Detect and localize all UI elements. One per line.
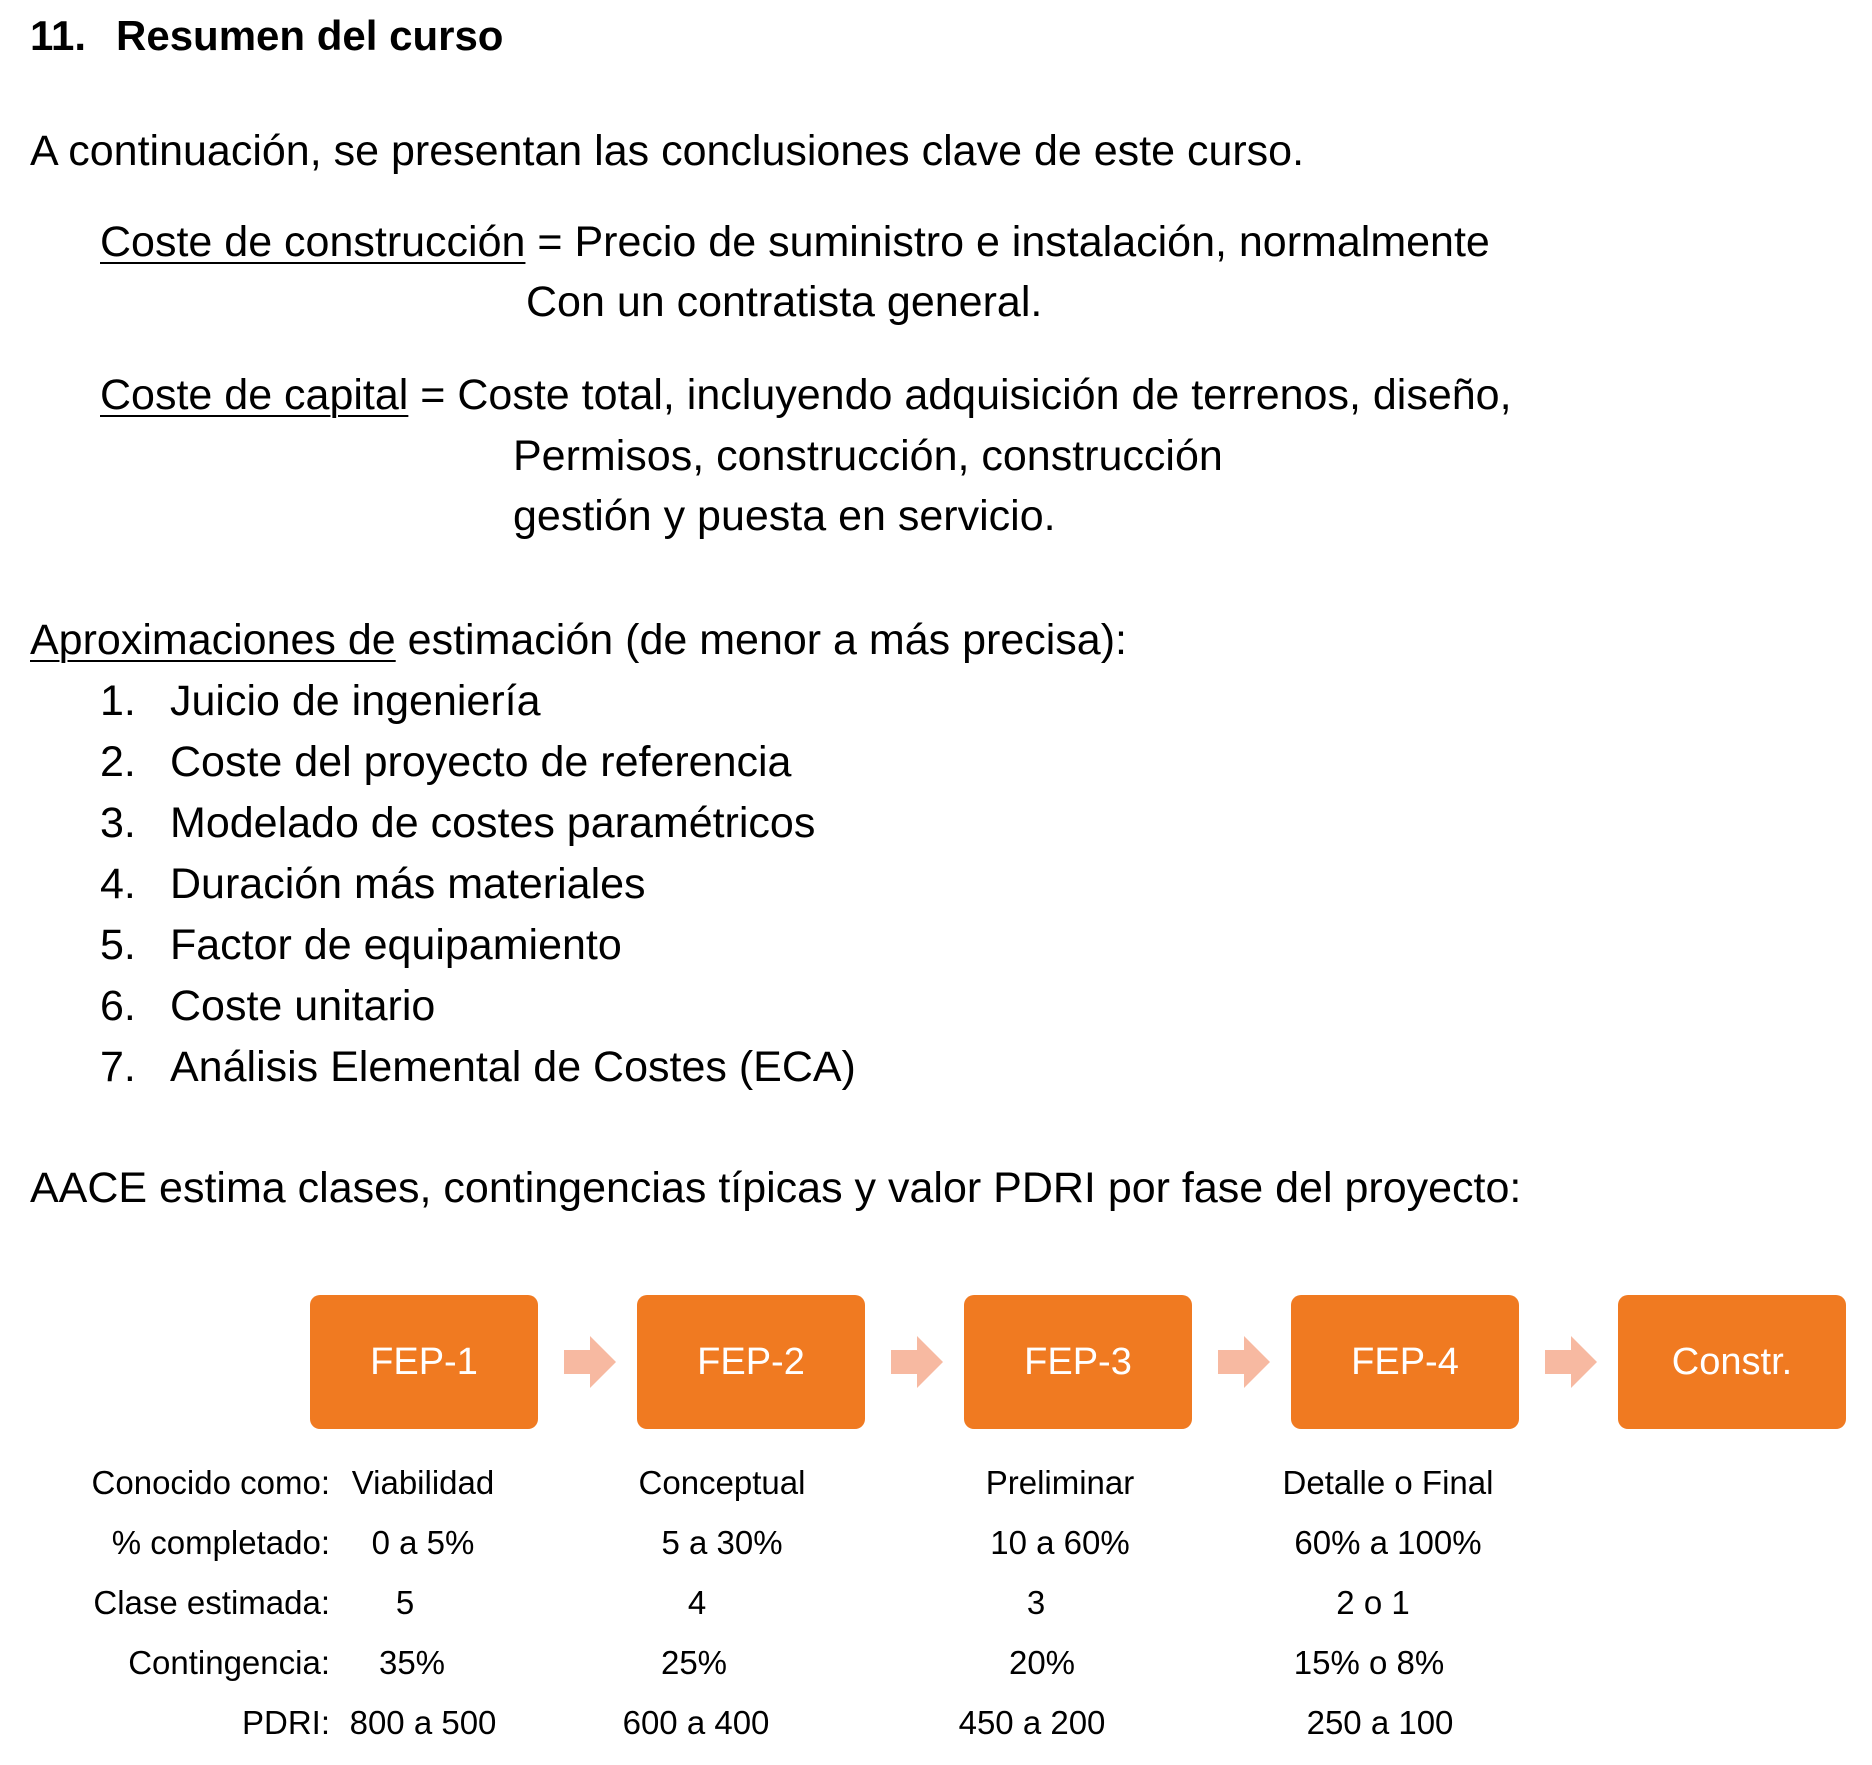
list-text: Modelado de costes paramétricos xyxy=(170,799,816,847)
list-text: Coste del proyecto de referencia xyxy=(170,738,792,786)
approaches-title-underlined: Aproximaciones de xyxy=(30,616,396,664)
table-cell: 35% xyxy=(378,1644,446,1681)
definition-term: Coste de construcción xyxy=(100,218,526,266)
definition-continuation: Con un contratista general. xyxy=(526,278,1043,326)
phase-box-fep-2: FEP-2 xyxy=(637,1295,865,1429)
list-number: 2. xyxy=(100,738,136,786)
arrow-right-icon xyxy=(1545,1336,1597,1388)
definition-capital-cost xyxy=(100,371,1512,420)
table-cell: Viabilidad xyxy=(351,1464,495,1501)
phase-box-fep-4: FEP-4 xyxy=(1291,1295,1519,1429)
row-label-estimate-class: Clase estimada: xyxy=(93,1584,330,1621)
table-cell: 800 a 500 xyxy=(349,1704,497,1741)
table-cell: 250 a 100 xyxy=(1306,1704,1454,1741)
phase-box-fep-3: FEP-3 xyxy=(964,1295,1192,1429)
definition-term: Coste de capital xyxy=(100,371,409,419)
definition-continuation: gestión y puesta en servicio. xyxy=(513,492,1056,540)
list-number: 5. xyxy=(100,921,136,969)
table-cell: 60% a 100% xyxy=(1294,1524,1482,1561)
table-cell: 10 a 60% xyxy=(990,1524,1130,1561)
approaches-title-rest: estimación (de menor a más precisa): xyxy=(395,616,1127,664)
phase-box-fep-1: FEP-1 xyxy=(310,1295,538,1429)
table-cell: 600 a 400 xyxy=(622,1704,770,1741)
list-text: Juicio de ingeniería xyxy=(170,677,541,725)
arrow-right-icon xyxy=(891,1336,943,1388)
section-title: Resumen del curso xyxy=(116,12,504,59)
table-cell: 5 a 30% xyxy=(661,1524,783,1561)
definition-equation: = Coste total, incluyendo adquisición de terrenos, diseño, xyxy=(408,371,1512,419)
table-cell: 15% o 8% xyxy=(1293,1644,1445,1681)
table-cell: 2 o 1 xyxy=(1336,1584,1410,1621)
row-label-contingency: Contingencia: xyxy=(128,1644,330,1681)
list-text: Factor de equipamiento xyxy=(170,921,622,969)
definition-construction-cost xyxy=(100,218,1490,267)
table-cell: 4 xyxy=(687,1584,707,1621)
intro-text: A continuación, se presentan las conclusiones clave de este curso. xyxy=(30,127,1305,175)
definition-equation: = Precio de suministro e instalación, normalmente xyxy=(525,218,1490,266)
table-cell: 5 xyxy=(395,1584,415,1621)
list-number: 3. xyxy=(100,799,136,847)
table-cell: Detalle o Final xyxy=(1282,1464,1494,1501)
list-text: Análisis Elemental de Costes (ECA) xyxy=(170,1043,856,1091)
row-label-pdri: PDRI: xyxy=(241,1704,330,1741)
list-number: 4. xyxy=(100,860,136,908)
table-cell: 25% xyxy=(660,1644,728,1681)
row-label-percent-complete: % completado: xyxy=(111,1524,330,1561)
list-number: 6. xyxy=(100,982,136,1030)
list-number: 7. xyxy=(100,1043,136,1091)
arrow-right-icon xyxy=(1218,1336,1270,1388)
arrow-right-icon xyxy=(564,1336,616,1388)
table-cell: Conceptual xyxy=(638,1464,806,1501)
table-cell: 3 xyxy=(1026,1584,1046,1621)
definition-continuation: Permisos, construcción, construcción xyxy=(513,432,1223,480)
section-heading xyxy=(30,12,503,60)
aace-title: AACE estima clases, contingencias típicas y valor PDRI por fase del proyecto: xyxy=(30,1164,1522,1212)
list-number: 1. xyxy=(100,677,136,725)
table-cell: 450 a 200 xyxy=(958,1704,1106,1741)
approaches-title xyxy=(30,616,1127,665)
row-label-known-as: Conocido como: xyxy=(91,1464,330,1501)
list-text: Coste unitario xyxy=(170,982,436,1030)
phase-box-construction: Constr. xyxy=(1618,1295,1846,1429)
section-number: 11. xyxy=(30,12,87,59)
table-cell: Preliminar xyxy=(985,1464,1135,1501)
table-cell: 20% xyxy=(1008,1644,1076,1681)
table-cell: 0 a 5% xyxy=(371,1524,475,1561)
list-text: Duración más materiales xyxy=(170,860,646,908)
